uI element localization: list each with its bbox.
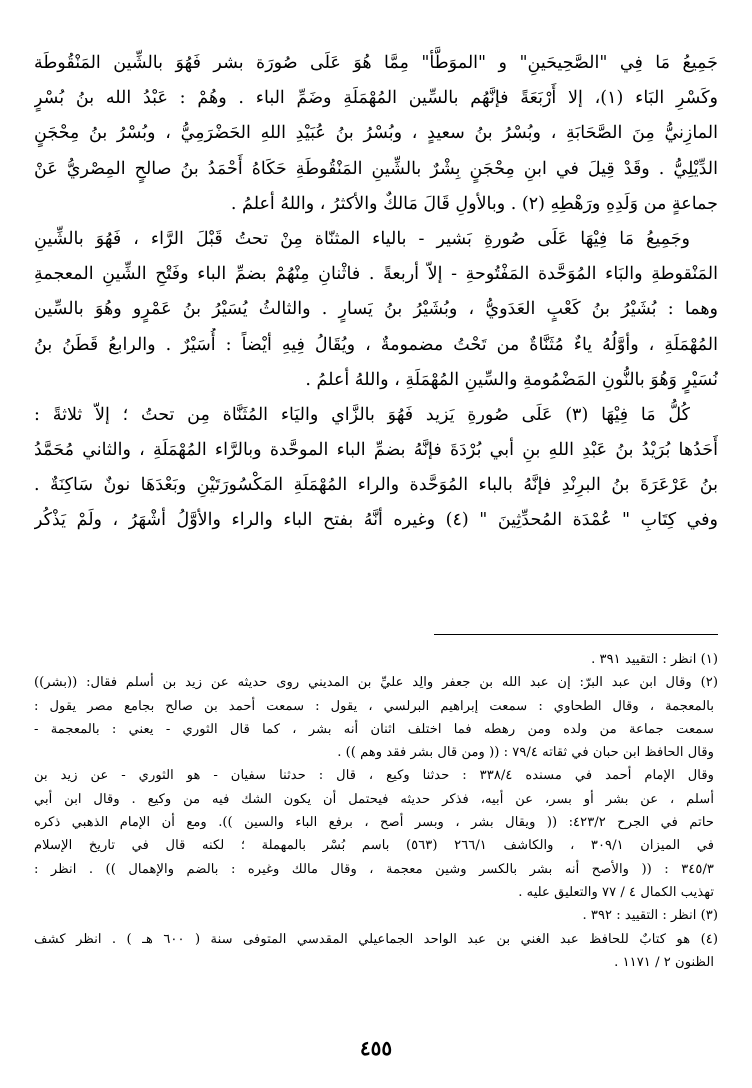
text-line: جماعةٍ من وَلَدِهِ ورَهْطِهِ (٢) . وبالأولِ قَالَ مَالكٌ والأكثرُ ، واللهُ أعلمُ . [230, 193, 718, 214]
footnote-separator [434, 634, 718, 635]
footnotes [34, 648, 718, 974]
footnote-line: حاتم في الجرح ٤٢٣/٢: (( ويقال بشر ، وبسر أصح ، برفع الباء والسين )). ومع أن الإمام الذهبي ذكره [34, 815, 714, 831]
footnote-line: بالمعجمة ، وقال الطحاوي : سمعت إبراهيم البرلسي ، يقول : سمعت أحمد بن صالح بجامع مصر يقول : [34, 698, 714, 714]
text-line: أَحَدُها بُرَيْدُ بنُ عَبْدِ اللهِ بنِ أبي بُرْدَةَ فإنَّهُ بضمِّ الباء الموحَّدة وبالرَّاء المُهْمَلَةِ ، والثاني مُحَمَّدُ [34, 440, 718, 461]
footnote-line: في الميزان ٣٠٩/١ ، والكاشف ٢٦٦/١ (٥٦٣) باسم بُسْر بالمهملة ؛ لكنه قال في تاريخ الإسلام [34, 838, 714, 854]
text-line: وكَسْرِ البَاء (١)، إلا أَرْبَعَةً فإنَّهُم بالسِّين المُهْمَلَةِ وضَمِّ الباء . وهُمْ : عَبْدُ الله بنُ بُسْرٍ [34, 88, 718, 109]
footnote-line: أسلم ، عن بشر أو بسر، عن أبيه، فذكر حديثه فيحتمل أن يكون الشك فيه من وكيع . وقال ابن أبي [34, 791, 714, 807]
text-line: جَمِيعُ مَا فِي "الصَّحِيحَينِ" و "الموَطَّأ" مِمَّا هُوَ عَلَى صُورَة بشر فَهُوَ بالشِّين المَنْقُوطَة [34, 53, 718, 73]
footnote-line: (١) انظر : التقييد ٣٩١ . [591, 652, 718, 667]
text-line: بنُ عَرْعَرَةَ بنُ البرِنْدِ فإنَّهُ بالباء المُوَحَّدة والراء المُهْمَلَةِ المَكْسُورَتَيْنِ وبَعْدَهَا نونٌ سَاكِنَةٌ . [34, 475, 718, 496]
main-text [34, 46, 718, 539]
text-line: الدِّيْلِيُّ . وقَدْ قِيلَ في ابنِ مِحْجَنٍ بِشْرٌ بالشِّينِ المَنْقُوطَةِ حَكَاهُ أَحْمَدُ بنُ صالحٍ المِصْريُّ عَنْ [34, 158, 718, 179]
footnote-line: (٤) هو كتابٌ للحافظ عبد الغني بن عبد الواحد الجماعيلي المقدسي المتوفى سنة ( ٦٠٠ هـ ) . انظر كشف [34, 931, 718, 947]
text-line: المَنْقوطةِ والبَاء المُوَحَّدة المَفْتُوحةِ - إلاّ أربعةً . فاثْنانِ مِنْهُمْ بضمِّ الباء وفَتْحِ الشِّينِ المعجمةِ [34, 264, 718, 285]
footnote-line: (٣) انظر : التقييد : ٣٩٢ . [582, 908, 718, 924]
footnote-line: تهذيب الكمال ٤ / ٧٧ والتعليق عليه . [518, 884, 714, 900]
text-line: نُسَيْرٍ وَهُوَ بالنُّونِ المَضْمُومةِ والسِّينِ المُهْمَلَةِ ، واللهُ أعلمُ . [305, 369, 718, 390]
page-number: ٤٥٥ [359, 1036, 393, 1060]
footnote-line: ٣٤٥/٣ : (( والأصح أنه بشر بالكسر وشين معجمة ، وقال مالك وغيره : بالضم والإهمال )) . انظر : [34, 861, 714, 877]
text-line: المازِنيُّ مِنَ الصَّحَابَةِ ، وبُسْرُ بنُ سعيدٍ ، وبُسْرُ بنُ عُبَيْدِ اللهِ الحَضْرَمِيُّ ، وبُسْرُ بنُ مِحْجَنٍ [34, 123, 718, 144]
footnote-line: سمعت جماعة من ولده ومن رهطه فما اختلف اثنان أنه بشر ، كما قال الثوري - يعني : بالمعجمة - [34, 721, 714, 737]
text-line: المُهْمَلَةِ ، وأوَّلُهُ ياءٌ مُثَنَّاةٌ من تَحْتُ مضمومةٌ ، ويُقَالُ فِيهِ أيْضاً : أُسَيْرٌ . والرابعُ قَطَنُ بنُ [34, 334, 718, 355]
footnote-line: (٢) وقال ابن عبد البرّ: إن عبد الله بن جعفر والِد عليِّ بن المديني روى حديثه عن زيد بن أسلم فقال: ((بشر)) [34, 675, 718, 691]
text-line: وجَمِيعُ مَا فِيْهَا عَلَى صُورةِ بَشير - بالياء المثنّاة مِنْ تحتُ قَبْلَ الرَّاء ، فَهُوَ بالشِّينِ [34, 228, 690, 249]
footnote-line: الظنون ٢ / ١١٧١ . [614, 954, 714, 970]
footnote-line: وقال الحافظ ابن حبان في ثقاته ٧٩/٤ : (( ومن قال بشر فقد وهم )) . [337, 745, 714, 761]
text-line: كُلُّ مَا فِيْهَا (٣) عَلَى صُورةِ يَزيد فَهُوَ بالزَّاي واليَاء المُثَنَّاة مِن تحتُ ؛ إلاّ ثلاثةً : [34, 404, 690, 425]
text-line: وفي كِتَابِ " عُمْدَة المُحدِّثِينَ " (٤) وغيره أنَّهُ بفتح الباء والراء والأوَّلُ أشْهَرُ ، ولَمْ يَذْكُر [34, 510, 718, 531]
text-line: وهما : بُشَيْرُ بنُ كَعْبٍ العَدَويُّ ، وبُشَيْرُ بنُ يَسارٍ . والثالثُ يُسَيْرُ بنُ عَمْرٍو وهُوَ بالسِّين [34, 299, 718, 320]
footnote-line: وقال الإمام أحمد في مسنده ٣٣٨/٤ : حدثنا وكيع ، قال : حدثنا سفيان - هو الثوري - عن زيد بن [34, 768, 714, 784]
